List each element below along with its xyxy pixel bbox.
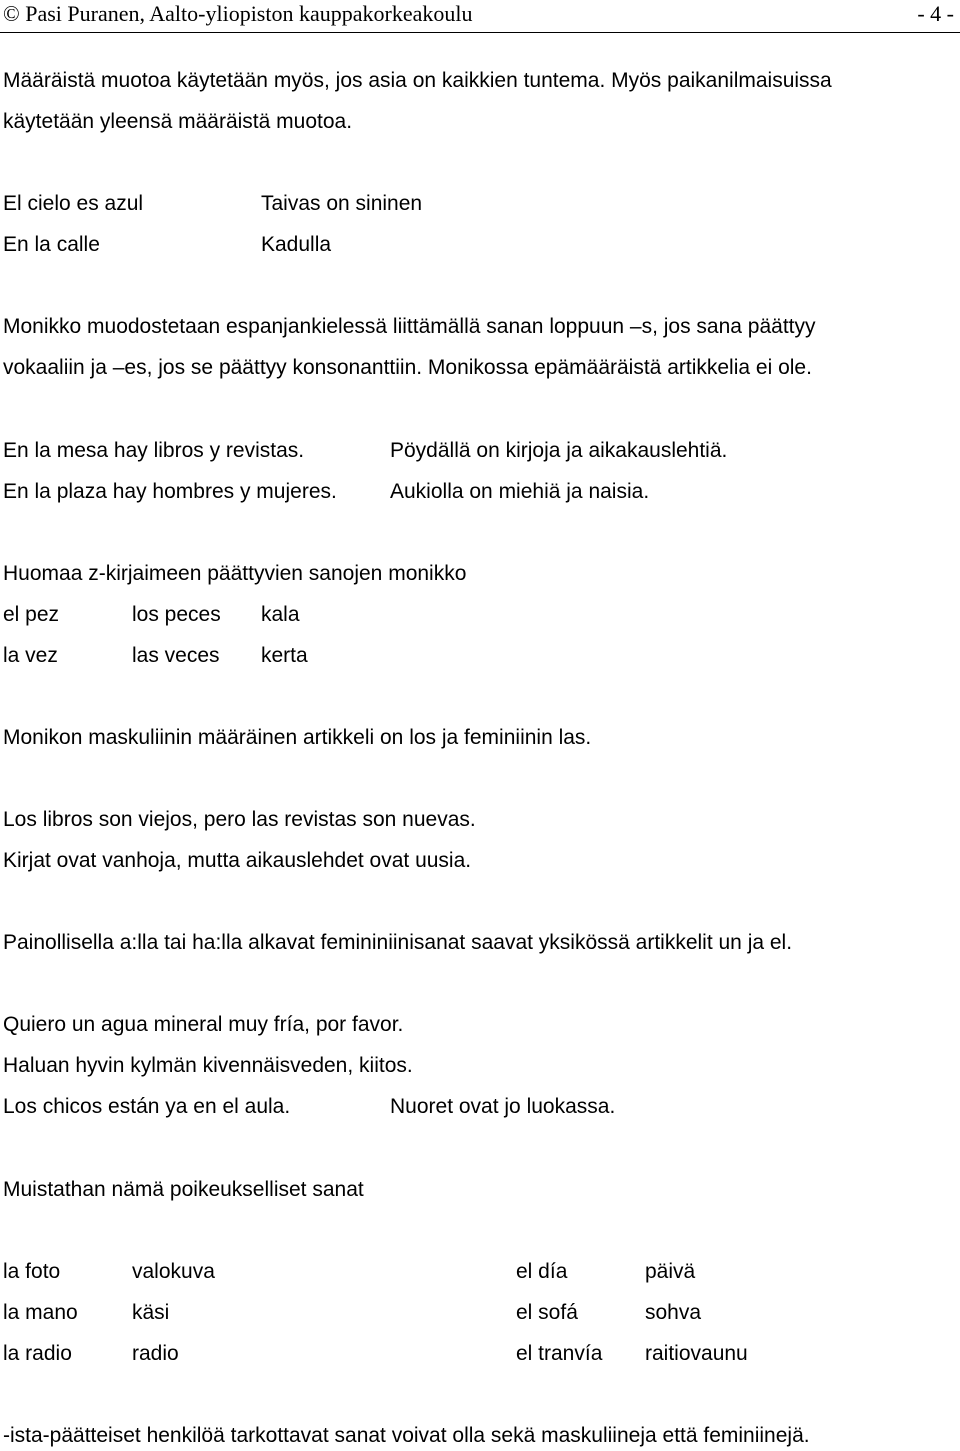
page-header bbox=[0, 0, 960, 30]
exception-word: la foto bbox=[3, 1260, 61, 1283]
example-fi: Aukiolla on miehiä ja naisia. bbox=[390, 480, 650, 503]
exception-translation: radio bbox=[132, 1342, 179, 1365]
example-es: Los libros son viejos, pero las revistas son nuevas. bbox=[3, 808, 476, 831]
example-fi: Pöydällä on kirjoja ja aikakauslehtiä. bbox=[390, 439, 728, 462]
intro-line-1: Määräistä muotoa käytetään myös, jos asia on kaikkien tuntema. Myös paikanilmaisuissa bbox=[3, 69, 832, 92]
exception-translation: raitiovaunu bbox=[645, 1342, 748, 1365]
example-es: En la plaza hay hombres y mujeres. bbox=[3, 480, 337, 503]
plural-rule-line-2: vokaaliin ja –es, jos se päättyy konsonanttiin. Monikossa epämääräistä artikkelia ei ole. bbox=[3, 356, 812, 379]
exception-word: el sofá bbox=[516, 1301, 578, 1324]
example-es: En la calle bbox=[3, 233, 100, 256]
plural-rule-line-1: Monikko muodostetaan espanjankielessä liittämällä sanan loppuun –s, jos sana päättyy bbox=[3, 315, 816, 338]
z-plural: las veces bbox=[132, 644, 220, 667]
intro-line-2: käytetään yleensä määräistä muotoa. bbox=[3, 110, 353, 133]
exception-word: la mano bbox=[3, 1301, 78, 1324]
z-singular: la vez bbox=[3, 644, 58, 667]
example-es: En la mesa hay libros y revistas. bbox=[3, 439, 305, 462]
stress-rule: Painollisella a:lla tai ha:lla alkavat femininiinisanat saavat yksikössä artikkelit un ja el. bbox=[3, 931, 793, 954]
header-copyright: © Pasi Puranen, Aalto-yliopiston kauppakorkeakoulu bbox=[3, 1, 473, 26]
article-rule: Monikon maskuliinin määräinen artikkeli on los ja feminiinin las. bbox=[3, 726, 592, 749]
header-divider bbox=[0, 32, 960, 33]
example-fi: Haluan hyvin kylmän kivennäisveden, kiitos. bbox=[3, 1054, 413, 1077]
example-fi: Kirjat ovat vanhoja, mutta aikauslehdet ovat uusia. bbox=[3, 849, 472, 872]
example-fi: Taivas on sininen bbox=[261, 192, 423, 215]
ista-note: -ista-päätteiset henkilöä tarkottavat sanat voivat olla sekä maskuliineja että feminiinejä. bbox=[3, 1424, 810, 1447]
exceptions-title: Muistathan nämä poikeukselliset sanat bbox=[3, 1178, 364, 1201]
page-number: - 4 - bbox=[917, 1, 954, 26]
example-es: Quiero un agua mineral muy fría, por favor. bbox=[3, 1013, 404, 1036]
exception-translation: sohva bbox=[645, 1301, 702, 1324]
exception-translation: valokuva bbox=[132, 1260, 215, 1283]
z-note: Huomaa z-kirjaimeen päättyvien sanojen monikko bbox=[3, 562, 467, 585]
example-fi: Nuoret ovat jo luokassa. bbox=[390, 1095, 616, 1118]
z-meaning: kala bbox=[261, 603, 300, 626]
exception-word: la radio bbox=[3, 1342, 72, 1365]
z-plural: los peces bbox=[132, 603, 221, 626]
exception-translation: käsi bbox=[132, 1301, 170, 1324]
example-fi: Kadulla bbox=[261, 233, 332, 256]
z-singular: el pez bbox=[3, 603, 60, 626]
exception-word: el tranvía bbox=[516, 1342, 603, 1365]
exception-word: el día bbox=[516, 1260, 568, 1283]
example-es: Los chicos están ya en el aula. bbox=[3, 1095, 291, 1118]
example-es: El cielo es azul bbox=[3, 192, 144, 215]
z-meaning: kerta bbox=[261, 644, 308, 667]
exception-translation: päivä bbox=[645, 1260, 696, 1283]
